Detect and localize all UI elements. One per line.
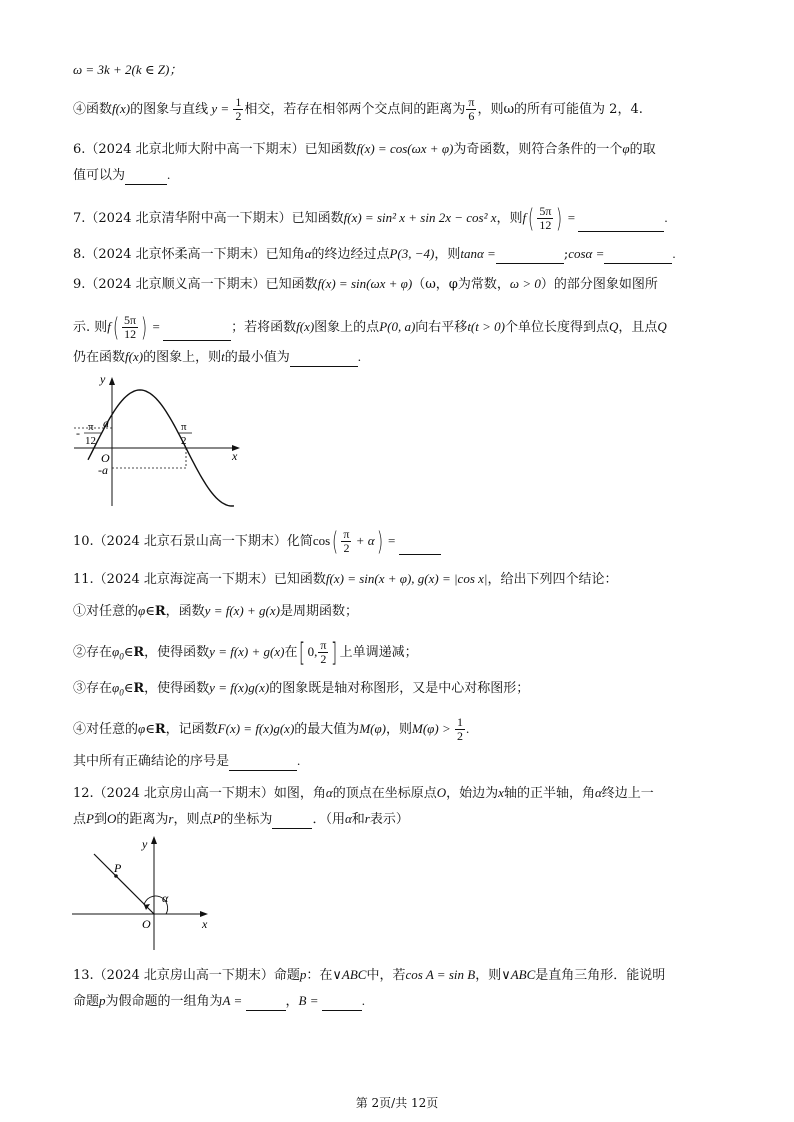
text-segment: 12.（2024 北京房山高一下期末）如图，角 (73, 786, 326, 801)
text-segment: 8.（2024 北京怀柔高一下期末）已知角 (73, 247, 305, 262)
text-segment: ，则∨ (475, 968, 511, 983)
fraction-one-half: $\frac{1}{2}$ (456, 715, 463, 743)
neg-pi-den: 12 (85, 435, 96, 447)
question-11-conclusion-3: ③存在$\varphi_0\in R$，使得函数y = f(x)g(x)的图象既是轴对称图形，又是中心对称图形； (73, 680, 530, 698)
neg-pi-num: π (88, 421, 94, 433)
tan-alpha: tanα = (460, 246, 496, 261)
text-segment: 6.（2024 北京北师大附中高一下期末）已知函数 (73, 142, 357, 157)
answer-blank[interactable] (399, 540, 441, 555)
text-segment: 到 (93, 812, 107, 827)
formula: f(x) = sin(ωx + φ) (317, 276, 413, 291)
answer-blank[interactable] (578, 217, 664, 232)
text-segment: （ω，φ为常数， (412, 277, 510, 292)
question-11-conclusion-4: ④对任意的φ∈R，记函数F(x) = f(x)g(x)的最大值为M(φ)，则M(φ) > $\frac{1}{2}$ . (73, 715, 470, 743)
question-9-line-2: 示. 则f( $\frac{5\pi}{12}$ ) = ；若将函数f(x)图象上的点P(0, a)向右平移t(t > 0)个单位长度得到点Q，且点Q (73, 312, 667, 343)
text-segment: 的取 (629, 142, 656, 157)
text-segment: 的最大值为 (294, 722, 360, 737)
text-segment: ，使得函数 (144, 645, 210, 660)
point-p: P(3, −4) (389, 246, 435, 261)
text-segment: ，且点 (618, 320, 658, 335)
text-segment: 命题 (73, 994, 100, 1009)
x-axis-label: x (232, 449, 238, 463)
question-6-line-1: 6.（2024 北京北师大附中高一下期末）已知函数f(x) = cos(ωx + φ)为奇函数，则符合条件的一个φ的取 (73, 141, 656, 157)
text-segment: 为奇函数，则符合条件的一个 (453, 142, 623, 157)
formula: f(x) = sin² x + sin 2x − cos² x (343, 210, 497, 225)
neg-sign: - (76, 426, 80, 440)
point-p-label: P (114, 861, 122, 875)
text-segment: 相交，若存在相邻两个交点间的距离为 (244, 102, 466, 117)
y-axis-label: y (142, 837, 148, 851)
text-segment: 是周期函数； (279, 604, 358, 619)
neg-a-label: -a (98, 463, 108, 477)
answer-blank-cos[interactable] (604, 249, 672, 264)
text-segment: 在 (284, 645, 298, 660)
answer-blank-tan[interactable] (496, 249, 564, 264)
question-13-line-2: 命题p为假命题的一组角为A = ，B = . (73, 993, 365, 1009)
y-axis-label: y (100, 372, 106, 386)
text-segment: ，则点 (173, 812, 213, 827)
pi-den: 2 (181, 435, 187, 447)
text-segment: 10.（2024 北京石景山高一下期末）化简 (73, 534, 313, 549)
answer-blank-b[interactable] (322, 996, 362, 1011)
text-segment: 上单调递减； (339, 645, 418, 660)
question-12-line-1: 12.（2024 北京房山高一下期末）如图，角α的顶点在坐标原点O，始边为x轴的正半轴，角α终边上一 (73, 785, 654, 801)
text-segment: 的图象与直线 (130, 102, 209, 117)
text-segment: 的终边经过点 (311, 247, 390, 262)
question-13-line-1: 13.（2024 北京房山高一下期末）命题p：在∨ABC中，若cos A = sin B，则∨ABC是直角三角形．能说明 (73, 967, 666, 983)
question-9-line-3: 仍在函数f(x)的图象上，则t的最小值为 . (73, 349, 361, 365)
question-9-line-1 (73, 275, 658, 294)
text-segment: 的图象既是轴对称图形，又是中心对称图形； (269, 681, 530, 696)
origin-label: O (142, 917, 151, 931)
cos-alpha: cosα = (568, 246, 605, 261)
shift-t: t(t > 0) (467, 319, 505, 334)
question-12-line-2: 点P到O的距离为r，则点P的坐标为 ．（用α和r表示） (73, 811, 409, 827)
text-segment: ，函数 (165, 604, 205, 619)
text-segment: 图象上的点 (314, 320, 380, 335)
prev-item-conclusion-3-tail (73, 61, 182, 80)
answer-blank[interactable] (229, 756, 297, 771)
text-segment: ，则 (496, 211, 523, 226)
text-segment: ④函数 (73, 102, 113, 117)
answer-blank[interactable] (163, 326, 231, 341)
text-segment: 的顶点在坐标原点 (332, 786, 437, 801)
text-segment: 13.（2024 北京房山高一下期末）命题 (73, 968, 300, 983)
text-segment: 中，若 (366, 968, 406, 983)
fraction-pi-over-6: $\frac{\pi}{6}$ (468, 95, 475, 123)
question-11-conclusion-1: ①对任意的φ∈R，函数y = f(x) + g(x)是周期函数； (73, 603, 358, 619)
text-segment: ．（用 (312, 812, 345, 827)
fraction-5pi-12: $\frac{5\pi}{12}$ (539, 204, 552, 232)
text-segment: 点 (73, 812, 87, 827)
text-segment: ，始边为 (446, 786, 499, 801)
answer-blank[interactable] (125, 170, 167, 185)
text-segment: 示. 则 (73, 320, 108, 335)
text-segment: ①对任意的 (73, 604, 139, 619)
text-segment: ，给出下列四个结论： (487, 572, 618, 587)
text-segment: 的距离为 (116, 812, 169, 827)
page-footer: 第 2页/共 12页 (355, 1096, 439, 1110)
text-segment: 9.（2024 北京顺义高一下期末）已知函数 (73, 277, 318, 292)
text-segment: 表示） (369, 812, 409, 827)
text-segment: 向右平移 (415, 320, 468, 335)
text-segment: 个单位长度得到点 (504, 320, 609, 335)
fraction-5pi-12: $\frac{5\pi}{12}$ (124, 313, 137, 341)
formula: f(x) = cos(ωx + φ) (356, 141, 454, 156)
text-segment: 的坐标为 (220, 812, 273, 827)
question-6-line-2: 值可以为 . (73, 167, 171, 183)
fraction-pi-over-2: $\frac{\pi}{2}$ (320, 638, 327, 666)
a-label: a (103, 416, 109, 430)
angle-figure (70, 832, 214, 952)
text-segment: 仍在函数 (73, 350, 126, 365)
prev-item-conclusion-4: ④函数f(x)的图象与直线 y = $\frac{1}{2}$ 相交，若存在相邻两个交点间的距离为 $\frac{\pi}{6}$ ，则ω的所有可能值为 2，4. (73, 95, 643, 123)
question-10: 10.（2024 北京石景山高一下期末）化简cos( $\frac{\pi}{2}$ + α) = (73, 528, 441, 555)
condition: ω > 0 (509, 276, 541, 291)
text-segment: ，记函数 (165, 722, 218, 737)
x-axis-label: x (202, 917, 208, 931)
question-8: 8.（2024 北京怀柔高一下期末）已知角α的终边经过点P(3, −4)，则tanα = ;cosα = . (73, 246, 676, 262)
text-segment: 7.（2024 北京清华附中高一下期末）已知函数 (73, 211, 344, 226)
text-segment: 的图象上，则 (143, 350, 222, 365)
alpha-label: α (162, 891, 169, 905)
text-segment: ， (285, 994, 299, 1009)
text-segment: ②存在 (73, 645, 113, 660)
pi-num: π (181, 421, 187, 433)
sine-graph-figure (72, 372, 248, 508)
formula: cos A = sin B (405, 967, 476, 982)
text-segment: 为假命题的一组角为 (105, 994, 223, 1009)
text-segment: 终边上一 (601, 786, 654, 801)
text-segment: 其中所有正确结论的序号是 (73, 754, 230, 769)
question-11-conclusion-2: ②存在$\varphi_0\in R$，使得函数y = f(x) + g(x)在[ 0, $\frac{\pi}{2}$ ] 上单调递减； (73, 637, 418, 668)
omega-formula: ω = 3k + 2(k ∈ Z)； (73, 62, 183, 77)
text-segment: 是直角三角形．能说明 (535, 968, 666, 983)
text-segment: ③存在 (73, 681, 113, 696)
text-segment: ④对任意的 (73, 722, 139, 737)
fraction-one-half: $\frac{1}{2}$ (235, 95, 242, 123)
text-segment: 和 (351, 812, 365, 827)
question-11-prompt: 其中所有正确结论的序号是 . (73, 753, 301, 769)
fraction-pi-over-2: $\frac{\pi}{2}$ (343, 527, 350, 555)
point-p: P(0, a) (379, 319, 416, 334)
answer-blank-a[interactable] (246, 996, 286, 1011)
text-segment: ；若将函数 (231, 320, 297, 335)
text-segment: 的最小值为 (224, 350, 290, 365)
text-segment: ：在∨ (306, 968, 342, 983)
text-segment: ，则 (386, 722, 413, 737)
answer-blank[interactable] (272, 814, 312, 829)
text-segment: 11.（2024 北京海淀高一下期末）已知函数 (73, 572, 326, 587)
question-11 (73, 570, 618, 589)
text-segment: 值可以为 (73, 168, 126, 183)
text-segment: ，使得函数 (144, 681, 210, 696)
text-segment: ，则ω的所有可能值为 2，4. (477, 102, 643, 117)
formula: f(x) = sin(x + φ), g(x) = |cos x| (325, 571, 488, 586)
question-7: 7.（2024 北京清华附中高一下期末）已知函数f(x) = sin² x + sin 2x − cos² x，则f( $\frac{5\pi}{12}$ ) = . (73, 203, 668, 234)
text-segment: ）的部分图象如图所 (540, 277, 658, 292)
text-segment: ，则 (434, 247, 461, 262)
text-segment: 轴的正半轴，角 (503, 786, 595, 801)
answer-blank[interactable] (290, 352, 358, 367)
origin-label: O (101, 451, 110, 465)
